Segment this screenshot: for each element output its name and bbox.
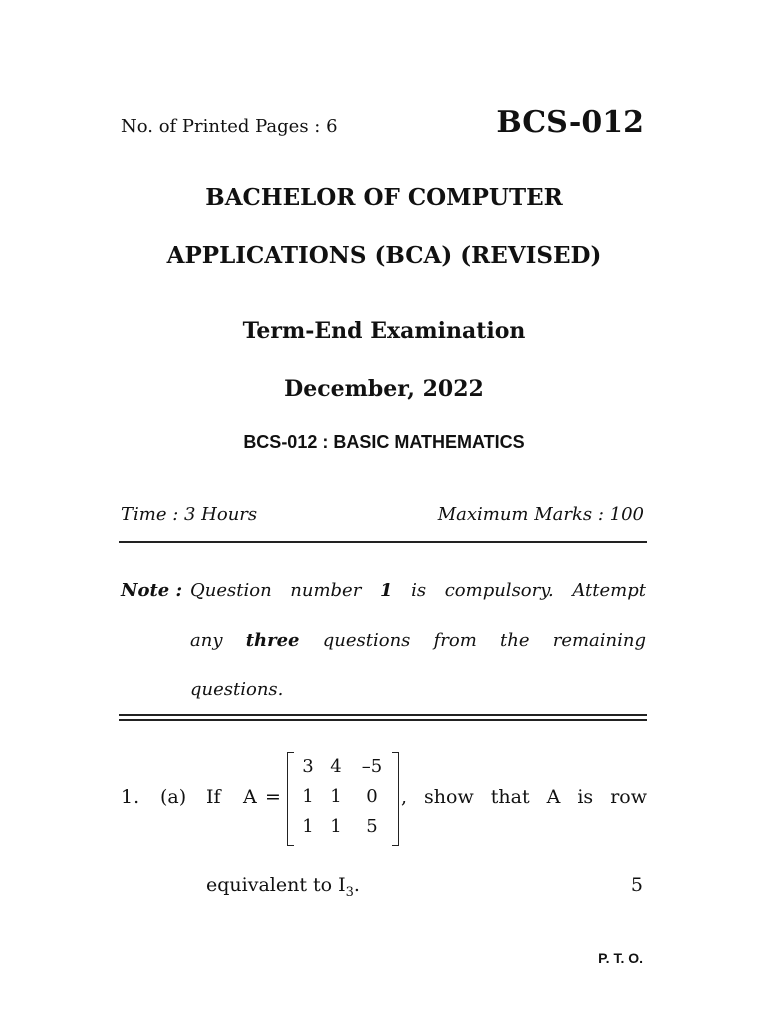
note-text: Question number (190, 580, 380, 601)
exam-name: Term-End Examination (242, 318, 526, 344)
question-marks: 5 (630, 874, 643, 896)
matrix-cell: 1 (330, 816, 342, 837)
note-line-1 (190, 580, 646, 601)
please-turn-over: P. T. O. (598, 950, 643, 966)
matrix-left-bracket (287, 752, 294, 846)
question-part-label: (a) (160, 786, 187, 808)
matrix-cell: 1 (330, 786, 342, 807)
note-line-2 (190, 630, 646, 651)
paper-code: BCS-012 (496, 105, 644, 140)
identity-subscript: 3 (345, 884, 354, 900)
matrix-right-bracket (392, 752, 399, 846)
exam-duration: Time : 3 Hours (121, 504, 258, 525)
matrix-cell: 3 (302, 756, 314, 777)
question-if: If (206, 786, 221, 808)
divider-line (119, 541, 647, 543)
question-continuation-text: equivalent to I (206, 874, 346, 896)
programme-title-line-2: APPLICATIONS (BCA) (REVISED) (166, 242, 602, 269)
subject-title: BCS-012 : BASIC MATHEMATICS (243, 432, 525, 452)
programme-title-line-1: BACHELOR OF COMPUTER (205, 184, 563, 211)
matrix-cell: –5 (361, 756, 383, 777)
matrix-cell: 0 (366, 786, 378, 807)
maximum-marks: Maximum Marks : 100 (437, 504, 644, 525)
question-continuation (206, 874, 360, 900)
double-divider-top (119, 714, 647, 716)
note-line-3: questions. (190, 679, 284, 700)
note-text: questions from the remaining (299, 630, 646, 651)
note-text: any (190, 630, 246, 651)
equals-sign: = (265, 786, 281, 808)
matrix-cell: 1 (302, 816, 314, 837)
printed-pages-count: No. of Printed Pages : 6 (121, 116, 338, 137)
matrix-cell: 4 (330, 756, 342, 777)
double-divider-bottom (119, 719, 647, 721)
question-number: 1. (121, 786, 140, 808)
matrix-cell: 1 (302, 786, 314, 807)
exam-session: December, 2022 (284, 376, 484, 402)
note-text: is compulsory. Attempt (392, 580, 646, 601)
matrix-a (287, 752, 399, 844)
matrix-variable: A (243, 786, 257, 808)
note-emphasis: 1 (379, 580, 393, 601)
question-text-after-matrix: , show that A is row (401, 786, 647, 808)
matrix-cell: 5 (366, 816, 378, 837)
note-label: Note : (121, 580, 183, 601)
question-period: . (353, 874, 360, 896)
note-emphasis: three (245, 630, 300, 651)
